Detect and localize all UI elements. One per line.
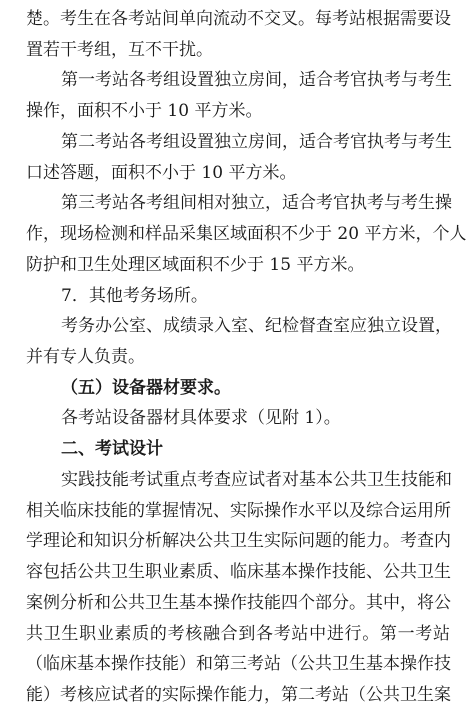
text-line: （临床基本操作技能）和第三考站（公共卫生基本操作技 <box>26 654 451 674</box>
text-line: 作，现场检测和样品采集区域面积不少于 20 平方米，个人 <box>26 224 467 244</box>
text-line: 口述答题，面积不小于 10 平方米。 <box>26 163 297 183</box>
text-line: 实践技能考试重点考查应试者对基本公共卫生技能和 <box>61 470 452 490</box>
text-line: 操作，面积不小于 10 平方米。 <box>26 101 263 121</box>
text-line: 容包括公共卫生职业素质、临床基本操作技能、公共卫生 <box>26 562 451 582</box>
text-line: 7．其他考务场所。 <box>61 286 208 306</box>
section-subheading: （五）设备器材要求。 <box>61 378 231 398</box>
text-line: 考务办公室、成绩录入室、纪检督查室应独立设置， <box>61 316 452 336</box>
text-line: 相关临床技能的掌握情况、实际操作水平以及综合运用所 <box>26 501 451 521</box>
text-line: 案例分析和公共卫生基本操作技能四个部分。其中，将公 <box>26 593 451 613</box>
text-line: 楚。考生在各考站间单向流动不交叉。每考站根据需要设 <box>26 9 451 29</box>
text-line: 学理论和知识分析解决公共卫生实际问题的能力。考查内 <box>26 531 451 551</box>
text-line: 能）考核应试者的实际操作能力，第二考站（公共卫生案 <box>26 685 451 705</box>
text-line: 并有专人负责。 <box>26 347 145 367</box>
text-line: 第一考站各考组设置独立房间，适合考官执考与考生 <box>61 70 452 90</box>
text-line: 防护和卫生处理区域面积不少于 15 平方米。 <box>26 255 365 275</box>
section-heading: 二、考试设计 <box>61 439 163 459</box>
text-line: 第二考站各考组设置独立房间，适合考官执考与考生 <box>61 132 452 152</box>
text-line: 共卫生职业素质的考核融合到各考站中进行。第一考站 <box>26 624 450 644</box>
text-line: 置若干考组，互不干扰。 <box>26 40 213 60</box>
text-line: 各考站设备器材具体要求（见附 1）。 <box>61 408 341 428</box>
text-line: 第三考站各考组间相对独立，适合考官执考与考生操 <box>61 193 452 213</box>
